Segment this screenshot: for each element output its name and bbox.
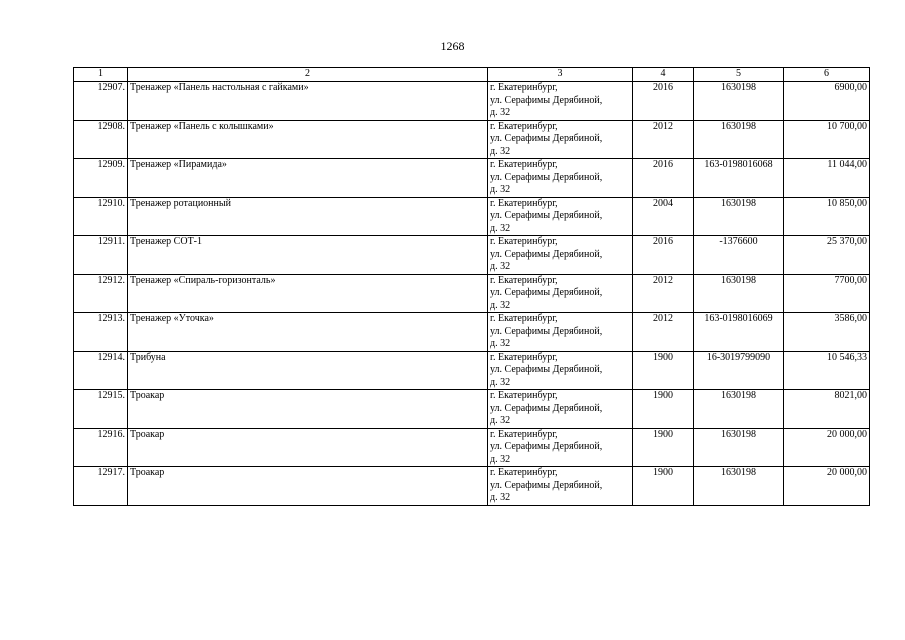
address-line: ул. Серафимы Дерябиной, xyxy=(490,94,603,106)
column-header-price: 6 xyxy=(784,68,870,82)
address-line: ул. Серафимы Дерябиной, xyxy=(490,210,603,221)
table-body xyxy=(74,82,870,506)
item-year: 2012 xyxy=(633,313,694,352)
item-name: Трибуна xyxy=(128,351,488,390)
row-number: 12907. xyxy=(74,82,128,121)
address-line: г. Екатеринбург, xyxy=(490,313,558,324)
address-line: д. 32 xyxy=(490,338,511,349)
item-address xyxy=(488,120,633,159)
address-line: д. 32 xyxy=(490,492,511,503)
item-code: 1630198 xyxy=(694,390,784,429)
table-row xyxy=(74,390,870,429)
page-number: 1268 xyxy=(440,39,465,53)
table-header-row xyxy=(74,68,870,82)
item-address xyxy=(488,236,633,275)
item-price: 8021,00 xyxy=(784,390,870,429)
item-name: Тренажер «Уточка» xyxy=(128,313,488,352)
address-line: д. 32 xyxy=(490,453,511,465)
item-price: 6900,00 xyxy=(784,82,870,121)
item-address xyxy=(488,351,633,390)
table-row xyxy=(74,274,870,313)
item-code: 163-0198016069 xyxy=(694,313,784,352)
item-name: Тренажер «Панель с колышками» xyxy=(128,120,488,159)
column-header-address: 3 xyxy=(488,68,633,82)
item-name: Тренажер «Панель настольная с гайками» xyxy=(128,82,488,121)
address-line: ул. Серафимы Дерябиной, xyxy=(490,133,603,144)
item-code: 1630198 xyxy=(694,428,784,467)
row-number: 12908. xyxy=(74,120,128,159)
row-number: 12911. xyxy=(74,236,128,275)
table-row xyxy=(74,313,870,352)
item-code: 1630198 xyxy=(694,120,784,159)
table-row xyxy=(74,236,870,275)
address-line: ул. Серафимы Дерябиной, xyxy=(490,479,603,491)
address-line: г. Екатеринбург, xyxy=(490,120,558,132)
row-number: 12914. xyxy=(74,351,128,390)
address-line: д. 32 xyxy=(490,184,511,195)
address-line: г. Екатеринбург, xyxy=(490,274,558,286)
item-price: 20 000,00 xyxy=(784,467,870,506)
item-code: 16-3019799090 xyxy=(694,351,784,390)
address-line: ул. Серафимы Дерябиной, xyxy=(490,171,603,183)
item-code: -1376600 xyxy=(694,236,784,275)
registry-table xyxy=(73,67,870,506)
item-name: Троакар xyxy=(128,467,488,506)
item-year: 1900 xyxy=(633,351,694,390)
item-price: 3586,00 xyxy=(784,313,870,352)
item-price: 11 044,00 xyxy=(784,159,870,198)
address-line: г. Екатеринбург, xyxy=(490,236,558,247)
column-header-number: 1 xyxy=(74,68,128,82)
item-address xyxy=(488,390,633,429)
item-address xyxy=(488,82,633,121)
item-year: 2012 xyxy=(633,120,694,159)
item-name: Троакар xyxy=(128,428,488,467)
table-row xyxy=(74,467,870,506)
item-code: 1630198 xyxy=(694,274,784,313)
item-year: 2016 xyxy=(633,82,694,121)
item-year: 1900 xyxy=(633,467,694,506)
item-name: Тренажер ротационный xyxy=(128,197,488,236)
address-line: д. 32 xyxy=(490,261,511,272)
item-address xyxy=(488,159,633,198)
address-line: г. Екатеринбург, xyxy=(490,159,558,170)
item-price: 10 546,33 xyxy=(784,351,870,390)
column-header-year: 4 xyxy=(633,68,694,82)
row-number: 12910. xyxy=(74,197,128,236)
item-price: 25 370,00 xyxy=(784,236,870,275)
address-line: г. Екатеринбург, xyxy=(490,351,558,363)
item-price: 10 700,00 xyxy=(784,120,870,159)
address-line: ул. Серафимы Дерябиной, xyxy=(490,287,603,298)
row-number: 12912. xyxy=(74,274,128,313)
column-header-name: 2 xyxy=(128,68,488,82)
address-line: ул. Серафимы Дерябиной, xyxy=(490,364,603,375)
address-line: д. 32 xyxy=(490,107,511,118)
item-address xyxy=(488,197,633,236)
item-year: 2016 xyxy=(633,159,694,198)
item-price: 20 000,00 xyxy=(784,428,870,467)
address-line: г. Екатеринбург, xyxy=(490,197,558,209)
item-year: 2016 xyxy=(633,236,694,275)
table-row xyxy=(74,82,870,121)
table-row xyxy=(74,428,870,467)
item-name: Тренажер «Спираль-горизонталь» xyxy=(128,274,488,313)
address-line: ул. Серафимы Дерябиной, xyxy=(490,248,603,260)
table-row xyxy=(74,120,870,159)
address-line: ул. Серафимы Дерябиной, xyxy=(490,402,603,414)
item-price: 7700,00 xyxy=(784,274,870,313)
item-name: Тренажер СОТ-1 xyxy=(128,236,488,275)
row-number: 12917. xyxy=(74,467,128,506)
table-row xyxy=(74,351,870,390)
item-address xyxy=(488,467,633,506)
item-address xyxy=(488,274,633,313)
address-line: г. Екатеринбург, xyxy=(490,82,558,93)
address-line: ул. Серафимы Дерябиной, xyxy=(490,441,603,452)
item-year: 1900 xyxy=(633,428,694,467)
item-name: Троакар xyxy=(128,390,488,429)
column-header-code: 5 xyxy=(694,68,784,82)
item-code: 1630198 xyxy=(694,197,784,236)
row-number: 12916. xyxy=(74,428,128,467)
item-address xyxy=(488,428,633,467)
item-name: Тренажер «Пирамида» xyxy=(128,159,488,198)
item-year: 2004 xyxy=(633,197,694,236)
address-line: г. Екатеринбург, xyxy=(490,467,558,478)
item-code: 1630198 xyxy=(694,82,784,121)
address-line: д. 32 xyxy=(490,299,511,311)
address-line: д. 32 xyxy=(490,222,511,234)
address-line: г. Екатеринбург, xyxy=(490,390,558,401)
item-year: 1900 xyxy=(633,390,694,429)
address-line: г. Екатеринбург, xyxy=(490,428,558,440)
item-code: 163-0198016068 xyxy=(694,159,784,198)
item-price: 10 850,00 xyxy=(784,197,870,236)
item-year: 2012 xyxy=(633,274,694,313)
row-number: 12909. xyxy=(74,159,128,198)
item-address xyxy=(488,313,633,352)
address-line: д. 32 xyxy=(490,415,511,426)
address-line: ул. Серафимы Дерябиной, xyxy=(490,325,603,337)
row-number: 12913. xyxy=(74,313,128,352)
address-line: д. 32 xyxy=(490,145,511,157)
table-row xyxy=(74,159,870,198)
table-row xyxy=(74,197,870,236)
item-code: 1630198 xyxy=(694,467,784,506)
row-number: 12915. xyxy=(74,390,128,429)
address-line: д. 32 xyxy=(490,376,511,388)
